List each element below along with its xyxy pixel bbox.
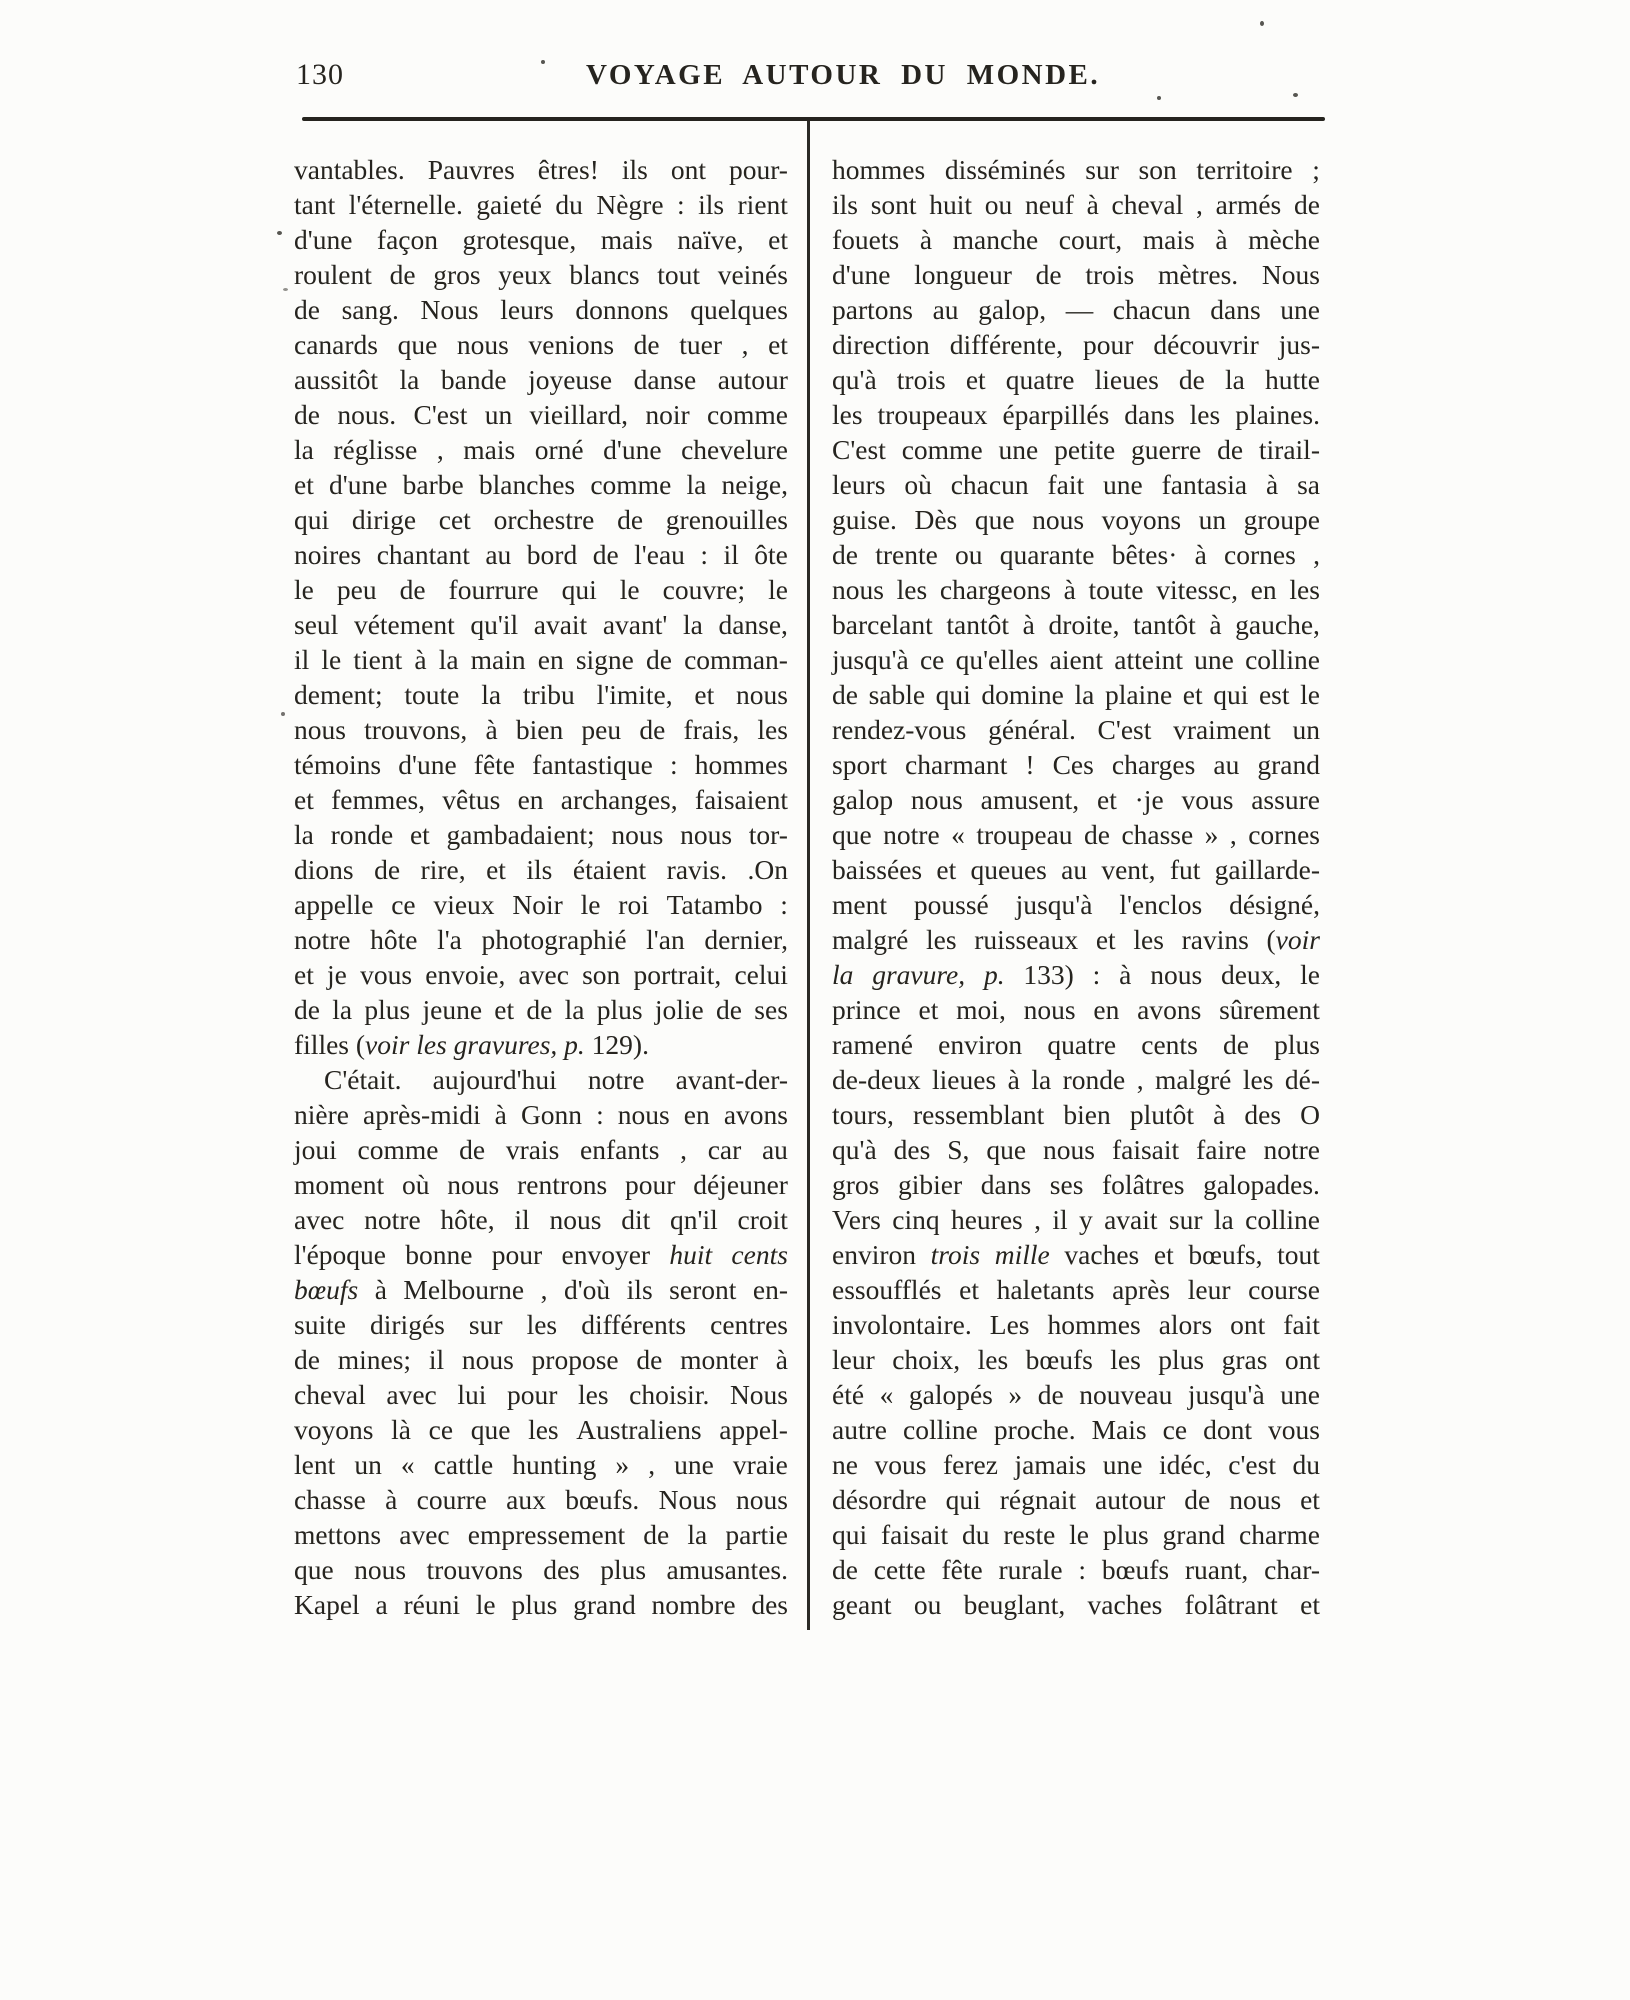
text-line: fouets à manche court, mais à mèche [832,224,1320,255]
text-line: vantables. Pauvres êtres! ils ont pour- [294,154,788,185]
ink-speck [541,60,545,64]
text-line: la gravure, p. 133) : à nous deux, le [832,959,1320,990]
text-line: noires chantant au bord de l'eau : il ôte [294,539,788,570]
text-line: de la plus jeune et de la plus jolie de ses [294,994,788,1025]
text-line: que notre « troupeau de chasse » , cornes [832,819,1320,850]
text-line: leur choix, les bœufs les plus gras ont [832,1344,1320,1375]
text-line: ramené environ quatre cents de plus [832,1029,1320,1060]
text-line: été « galopés » de nouveau jusqu'à une [832,1379,1320,1410]
ink-speck [1293,93,1298,97]
text-line: que nous trouvons des plus amusantes. [294,1554,788,1585]
text-line: Kapel a réuni le plus grand nombre des [294,1589,788,1620]
page-number: 130 [296,58,344,91]
left-column [294,152,788,1622]
text-line: nière après-midi à Gonn : nous en avons [294,1099,788,1130]
text-line: tant l'éternelle. gaieté du Nègre : ils rient [294,189,788,220]
text-line: dions de rire, et ils étaient ravis. .On [294,854,788,885]
text-line: la réglisse , mais orné d'une chevelure [294,434,788,465]
text-line: de nous. C'est un vieillard, noir comme [294,399,788,430]
text-line: malgré les ruisseaux et les ravins (voir [832,924,1320,955]
text-line: les troupeaux éparpillés dans les plaines. [832,399,1320,430]
text-line: l'époque bonne pour envoyer huit cents [294,1239,788,1270]
text-line: galop nous amusent, et ·je vous assure [832,784,1320,815]
text-line: dement; toute la tribu l'imite, et nous [294,679,788,710]
text-line: ne vous ferez jamais une idéc, c'est du [832,1449,1320,1480]
text-line: C'était. aujourd'hui notre avant-der- [324,1064,788,1095]
text-line: geant ou beuglant, vaches folâtrant et [832,1589,1320,1620]
right-column [832,152,1320,1622]
text-line: autre colline proche. Mais ce dont vous [832,1414,1320,1445]
text-line: barcelant tantôt à droite, tantôt à gauche, [832,609,1320,640]
text-line: et d'une barbe blanches comme la neige, [294,469,788,500]
text-line: notre hôte l'a photographié l'an dernier, [294,924,788,955]
text-line: joui comme de vrais enfants , car au [294,1134,788,1165]
text-line: direction différente, pour découvrir jus- [832,329,1320,360]
ink-speck [277,231,282,235]
text-line: d'une longueur de trois mètres. Nous [832,259,1320,290]
text-line: la ronde et gambadaient; nous nous tor- [294,819,788,850]
text-line: roulent de gros yeux blancs tout veinés [294,259,788,290]
text-line: de trente ou quarante bêtes· à cornes , [832,539,1320,570]
text-line: mettons avec empressement de la partie [294,1519,788,1550]
ink-speck [281,712,285,716]
text-line: involontaire. Les hommes alors ont fait [832,1309,1320,1340]
text-line: nous les chargeons à toute vitessc, en les [832,574,1320,605]
ink-speck [1260,21,1264,26]
text-line: rendez-vous général. C'est vraiment un [832,714,1320,745]
text-line: suite dirigés sur les différents centres [294,1309,788,1340]
text-line: seul vétement qu'il avait avant' la danse, [294,609,788,640]
text-line: tours, ressemblant bien plutôt à des O [832,1099,1320,1130]
text-line: prince et moi, nous en avons sûrement [832,994,1320,1025]
text-line: le peu de fourrure qui le couvre; le [294,574,788,605]
text-line: de sable qui domine la plaine et qui est le [832,679,1320,710]
text-line: nous trouvons, à bien peu de frais, les [294,714,788,745]
text-line: d'une façon grotesque, mais naïve, et [294,224,788,255]
text-line: environ trois mille vaches et bœufs, tout [832,1239,1320,1270]
text-line: il le tient à la main en signe de comman- [294,644,788,675]
text-line: sport charmant ! Ces charges au grand [832,749,1320,780]
header-rule [302,117,1325,121]
text-line: moment où nous rentrons pour déjeuner [294,1169,788,1200]
text-line: voyons là ce que les Australiens appel- [294,1414,788,1445]
text-line: ment poussé jusqu'à l'enclos désigné, [832,889,1320,920]
text-line: avec notre hôte, il nous dit qn'il croit [294,1204,788,1235]
text-line: de mines; il nous propose de monter à [294,1344,788,1375]
text-line: appelle ce vieux Noir le roi Tatambo : [294,889,788,920]
ink-speck [283,288,288,291]
text-line: lent un « cattle hunting » , une vraie [294,1449,788,1480]
text-line: ils sont huit ou neuf à cheval , armés de [832,189,1320,220]
text-line: et femmes, vêtus en archanges, faisaient [294,784,788,815]
text-line: cheval avec lui pour les choisir. Nous [294,1379,788,1410]
text-line: C'est comme une petite guerre de tirail- [832,434,1320,465]
text-line: témoins d'une fête fantastique : hommes [294,749,788,780]
text-line: aussitôt la bande joyeuse danse autour [294,364,788,395]
text-line: Vers cinq heures , il y avait sur la colline [832,1204,1320,1235]
text-line: jusqu'à ce qu'elles aient atteint une colline [832,644,1320,675]
text-line: filles (voir les gravures, p. 129). [294,1029,649,1060]
text-line: qu'à trois et quatre lieues de la hutte [832,364,1320,395]
text-line: bœufs à Melbourne , d'où ils seront en- [294,1274,788,1305]
text-line: de cette fête rurale : bœufs ruant, char- [832,1554,1320,1585]
text-line: guise. Dès que nous voyons un groupe [832,504,1320,535]
ink-speck [1157,96,1161,100]
text-line: de sang. Nous leurs donnons quelques [294,294,788,325]
text-line: qui dirige cet orchestre de grenouilles [294,504,788,535]
text-line: canards que nous venions de tuer , et [294,329,788,360]
text-line: baissées et queues au vent, fut gaillarde- [832,854,1320,885]
text-line: et je vous envoie, avec son portrait, celui [294,959,788,990]
text-line: désordre qui régnait autour de nous et [832,1484,1320,1515]
text-line: de-deux lieues à la ronde , malgré les dé- [832,1064,1320,1095]
running-title: VOYAGE AUTOUR DU MONDE. [586,59,1101,91]
text-line: chasse à courre aux bœufs. Nous nous [294,1484,788,1515]
text-line: essoufflés et haletants après leur course [832,1274,1320,1305]
text-line: qu'à des S, que nous faisait faire notre [832,1134,1320,1165]
text-line: partons au galop, — chacun dans une [832,294,1320,325]
text-line: gros gibier dans ses folâtres galopades. [832,1169,1320,1200]
text-line: qui faisait du reste le plus grand charme [832,1519,1320,1550]
text-line: hommes disséminés sur son territoire ; [832,154,1320,185]
column-divider [807,121,810,1630]
text-line: leurs où chacun fait une fantasia à sa [832,469,1320,500]
